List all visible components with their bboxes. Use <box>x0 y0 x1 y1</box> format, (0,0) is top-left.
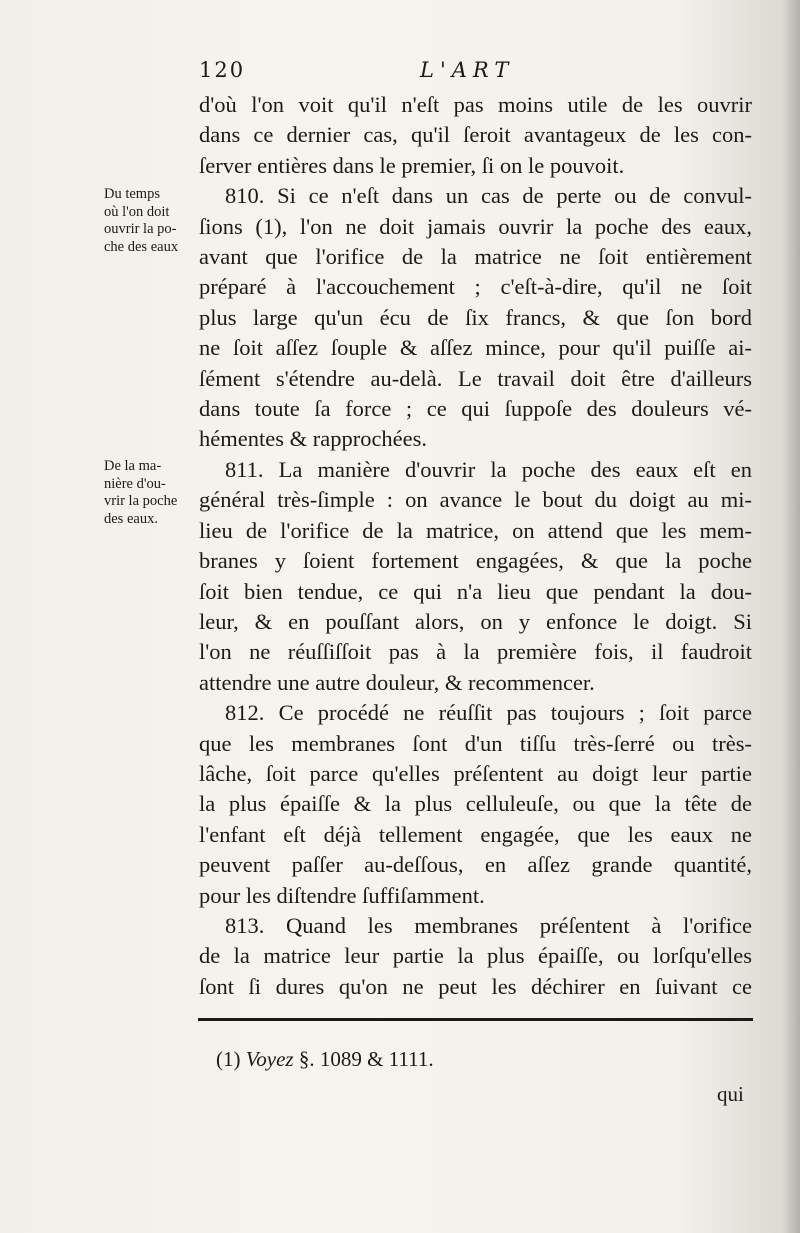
text-line: ſions (1), l'on ne doit jamais ouvrir la poche des eaux, <box>199 213 752 239</box>
paragraph-813-start: 813. Quand les membranes préſentent à l'orifice <box>225 912 752 938</box>
footnote <box>216 1047 434 1072</box>
text-line: ſont ſi dures qu'on ne peut les déchirer en ſuivant ce <box>199 973 752 999</box>
paragraph-812-start: 812. Ce procédé ne réuſſit pas toujours ; ſoit parce <box>225 700 752 726</box>
running-title: L'ART <box>420 58 515 82</box>
body-text <box>199 90 752 1002</box>
margin-note-line: des eaux. <box>104 510 158 527</box>
margin-note-line: De la ma- <box>104 458 162 474</box>
text-line: la plus épaiſſe & la plus celluleuſe, ou que la tête de <box>199 791 752 817</box>
text-line: que les membranes ſont d'un tiſſu très-ſerré ou très- <box>199 730 752 756</box>
margin-note-line: ouvrir la po- <box>104 221 177 237</box>
text-line: leur, & en pouſſant alors, on y enfonce le doigt. Si <box>199 608 752 634</box>
margin-note-line: vrir la poche <box>104 493 178 509</box>
text-line: de la matrice leur partie la plus épaiſſe, ou lorſqu'elles <box>199 943 752 969</box>
text-line: dans ce dernier cas, qu'il ſeroit avantageux de les con- <box>199 122 752 148</box>
margin-note-time <box>104 186 194 256</box>
text-line: lieu de l'orifice de la matrice, on attend que les mem- <box>199 517 752 543</box>
footnote-marker: (1) <box>216 1047 241 1071</box>
text-line: l'enfant eſt déjà tellement engagée, que les eaux ne <box>199 821 752 847</box>
text-line: lâche, ſoit parce qu'elles préſentent au doigt leur partie <box>199 760 752 786</box>
margin-note-line: nière d'ou- <box>104 475 166 492</box>
text-line: dans toute ſa force ; ce qui ſuppoſe des douleurs vé- <box>199 396 752 422</box>
text-line: l'on ne réuſſiſſoit pas à la première fois, il faudroit <box>199 639 752 665</box>
footnote-rule <box>198 1018 753 1021</box>
text-line: avant que l'orifice de la matrice ne ſoit entièrement <box>199 244 752 270</box>
text-line: préparé à l'accouchement ; c'eſt-à-dire, qu'il ne ſoit <box>199 274 752 300</box>
footnote-italic: Voyez <box>245 1047 294 1071</box>
footnote-reference: §. 1089 & 1111. <box>298 1047 434 1071</box>
page-edge-shadow <box>782 0 800 1233</box>
text-line: ſément s'étendre au-delà. Le travail doit être d'ailleurs <box>199 365 752 391</box>
running-head <box>195 58 755 88</box>
text-line: peuvent paſſer au-deſſous, en aſſez grande quantité, <box>199 852 752 878</box>
text-line: pour les diſtendre ſuffiſamment. <box>199 882 485 908</box>
text-line: attendre une autre douleur, & recommencer. <box>199 669 595 695</box>
text-line: hémentes & rapprochées. <box>199 426 428 452</box>
page-number: 120 <box>199 58 246 82</box>
margin-note-manner <box>104 458 194 528</box>
margin-note-line: che des eaux <box>104 238 179 255</box>
text-line: ne ſoit aſſez ſouple & aſſez mince, pour qu'il puiſſe ai- <box>199 335 752 361</box>
text-line: branes y ſoient fortement engagées, & que la poche <box>199 548 752 574</box>
text-line: d'où l'on voit qu'il n'eſt pas moins utile de les ouvrir <box>199 92 752 117</box>
paragraph-811-start: 811. La manière d'ouvrir la poche des eaux eſt en <box>225 456 752 482</box>
paragraph-810-start: 810. Si ce n'eſt dans un cas de perte ou de convul- <box>225 183 752 209</box>
text-line: ſerver entières dans le premier, ſi on le pouvoit. <box>199 152 625 178</box>
text-line: ſoit bien tendue, ce qui n'a lieu que pendant la dou- <box>199 578 752 604</box>
text-line: plus large qu'un écu de ſix francs, & que ſon bord <box>199 304 752 330</box>
margin-note-line: Du temps <box>104 186 160 202</box>
catchword: qui <box>717 1082 744 1106</box>
margin-note-line: où l'on doit <box>104 203 170 220</box>
text-line: général très-ſimple : on avance le bout du doigt au mi- <box>199 487 752 513</box>
